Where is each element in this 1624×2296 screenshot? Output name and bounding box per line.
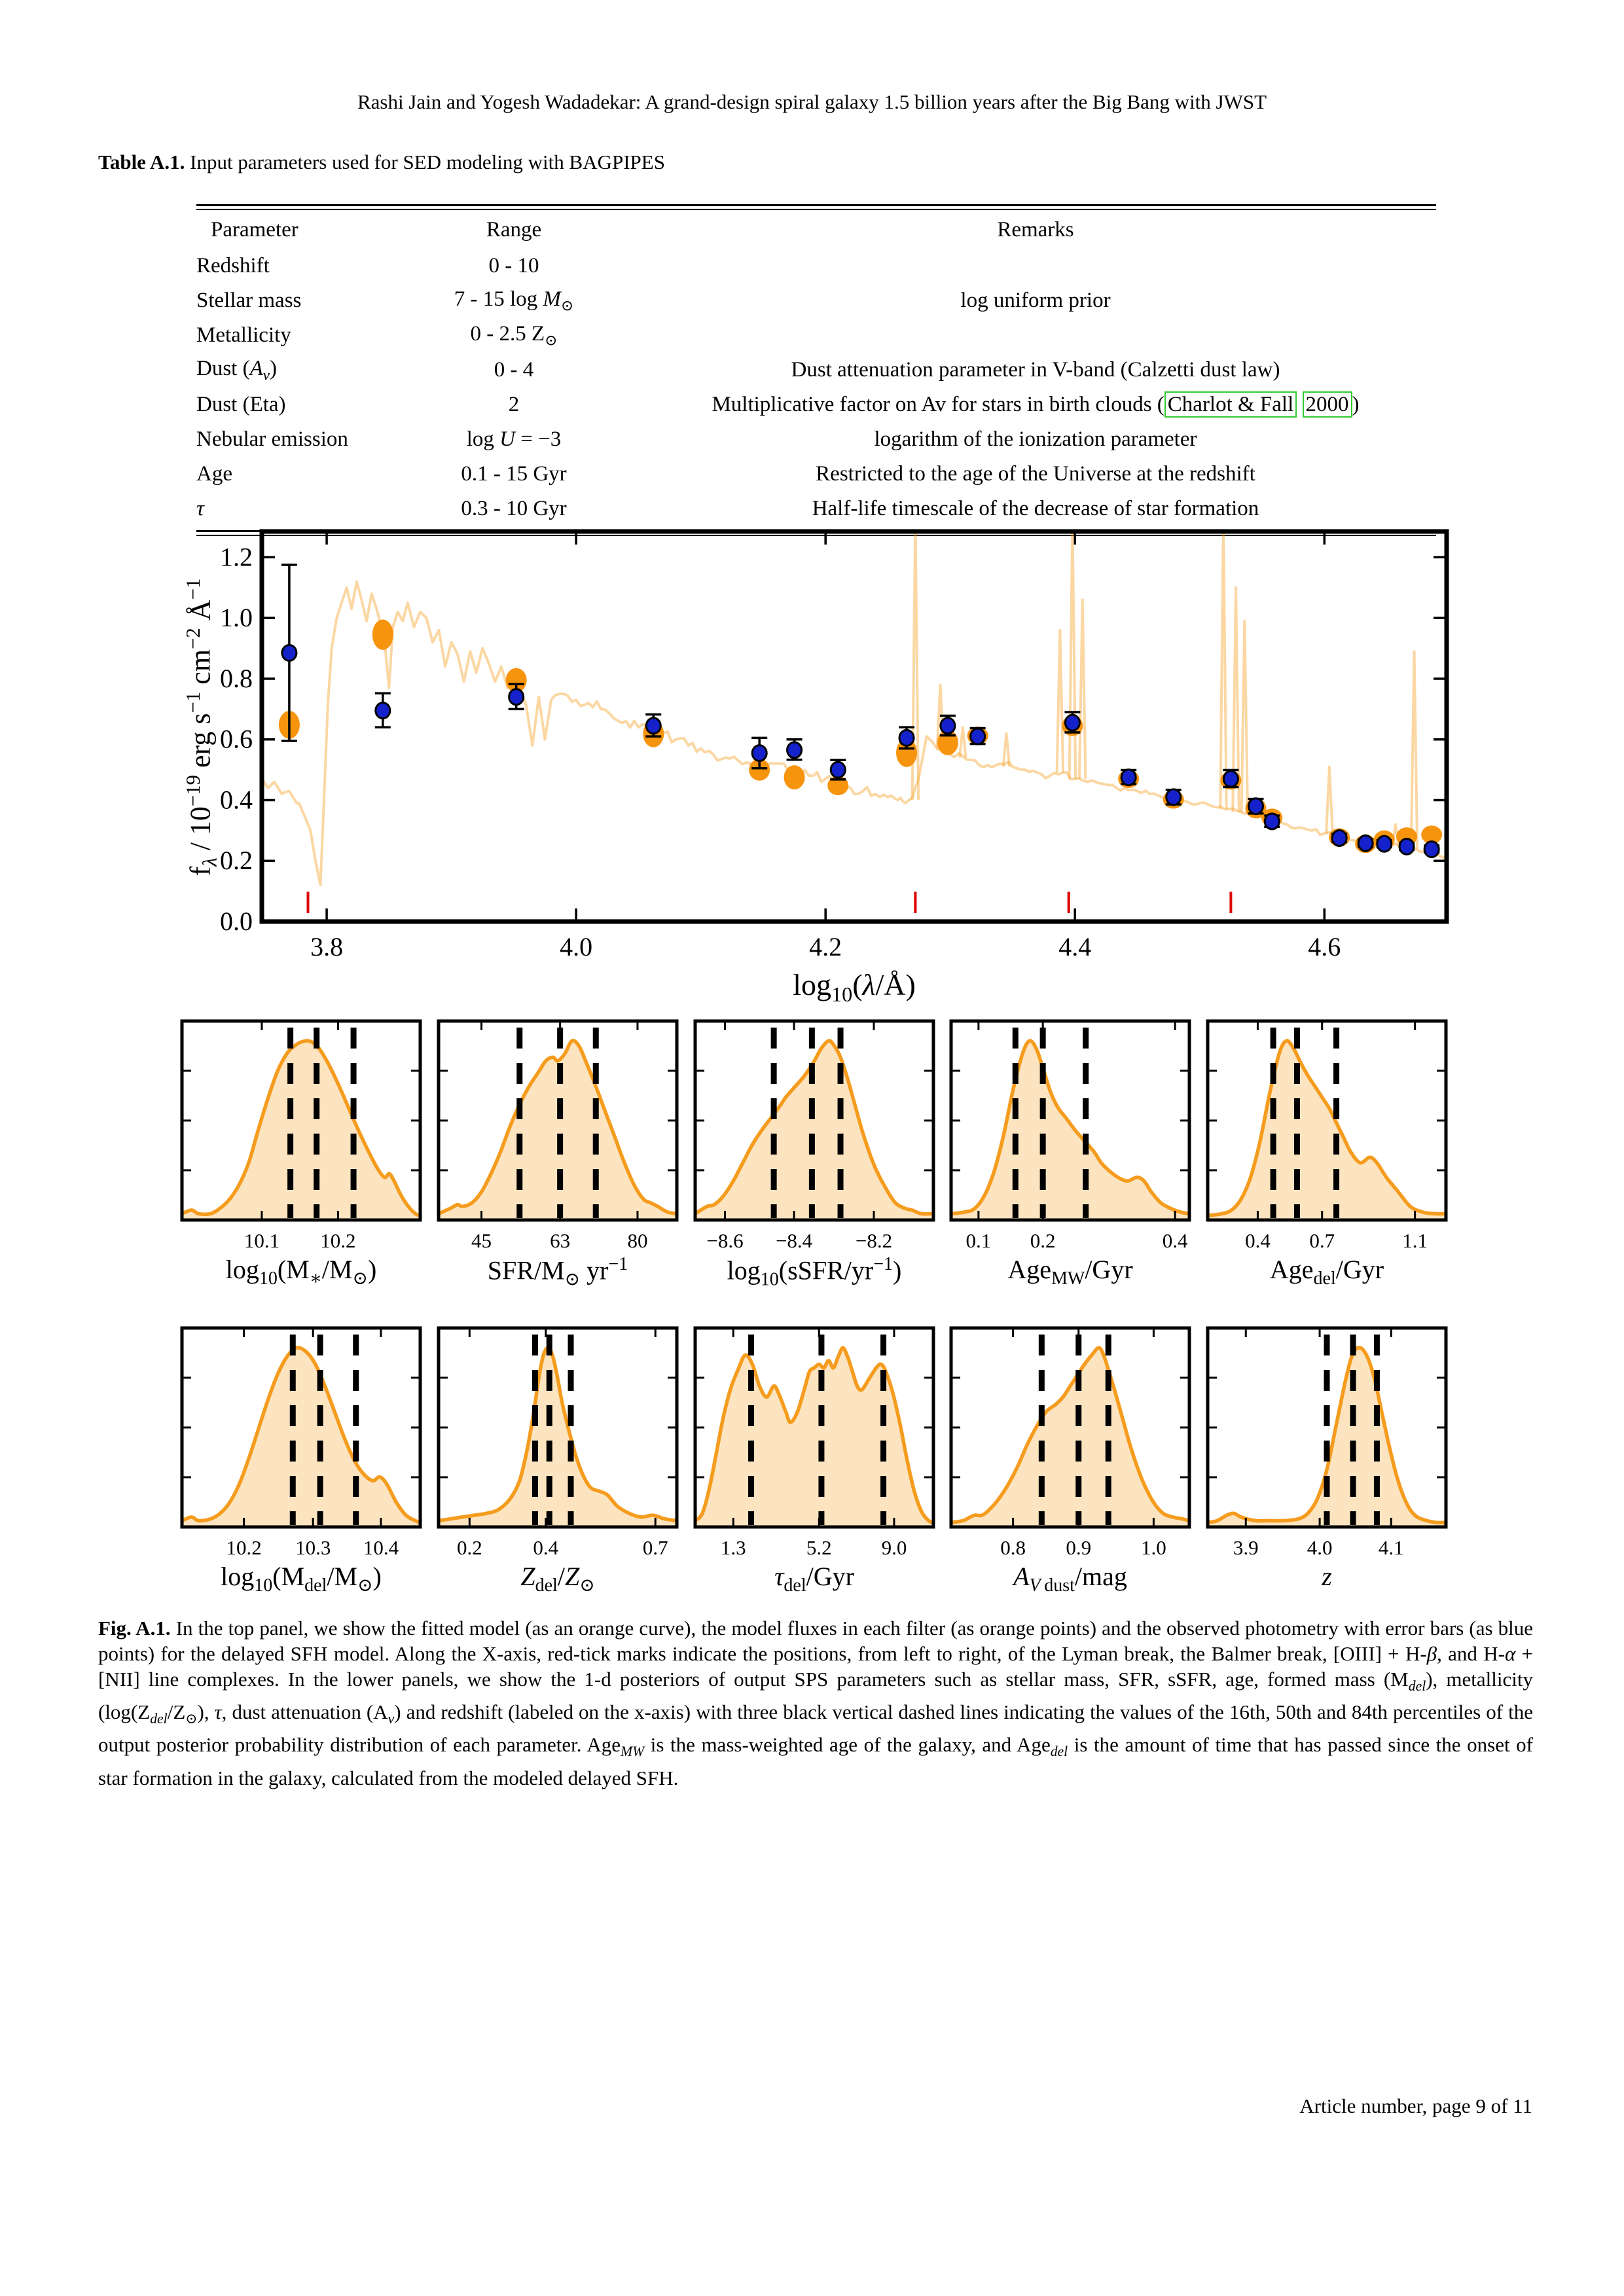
observed-photometry-point <box>1166 789 1181 805</box>
running-head: Rashi Jain and Yogesh Wadadekar: A grand-design spiral galaxy 1.5 billion years after the Big Bang with JWST <box>357 90 1267 113</box>
observed-photometry-point <box>1424 842 1439 857</box>
sed-y-tick-label: 0.6 <box>220 724 253 754</box>
panel-x-tick-label: 0.4 <box>533 1536 559 1559</box>
panel-x-tick-label: 1.3 <box>720 1536 746 1559</box>
sed-y-tick-label: 0.4 <box>220 785 253 815</box>
panel-x-tick-label: 63 <box>550 1229 571 1252</box>
cell-range: 0 - 2.5 $Z_⊙$ <box>470 321 558 349</box>
table-row <box>196 457 1436 492</box>
cell-range: 2 <box>508 393 520 416</box>
panel-x-tick-label: 4.1 <box>1378 1536 1404 1559</box>
posterior-panel <box>1208 1328 1446 1559</box>
observed-photometry-point <box>1121 770 1136 785</box>
sed-y-tick-label: 1.2 <box>220 542 253 572</box>
sed-y-tick-label: 0.0 <box>220 906 253 936</box>
panel-x-axis-label: Age$_{del}$/Gyr <box>1269 1255 1384 1289</box>
table-row <box>196 387 1436 422</box>
sed-x-tick-label: 4.2 <box>809 932 842 961</box>
emission-line-spike <box>1070 521 1076 779</box>
observed-photometry-point <box>1358 835 1373 851</box>
table-row <box>196 283 1436 318</box>
cell-remarks: log uniform prior <box>960 289 1111 312</box>
panel-x-axis-label: $\log_{10}(M_{del}/M_⊙)$ <box>221 1562 382 1596</box>
cell-remarks <box>635 318 1436 353</box>
panel-x-axis-label: $\log_{10}(sSFR/yr^{-1})$ <box>727 1254 902 1290</box>
posterior-panel <box>1208 1021 1446 1252</box>
citation-link-charlot-fall[interactable]: Charlot & Fall <box>1164 391 1297 418</box>
table-row <box>196 353 1436 387</box>
cell-remarks: Multiplicative factor on Av for stars in birth clouds ( Charlot & Fall 2000 ) <box>712 393 1360 416</box>
posterior-panel <box>695 1021 933 1252</box>
panel-x-axis-label: z <box>1322 1562 1332 1591</box>
column-header-remarks: Remarks <box>997 218 1074 242</box>
input-parameters-table <box>196 204 1436 536</box>
cell-parameter: Nebular emission <box>196 427 348 451</box>
sed-y-tick-label: 0.8 <box>220 663 253 693</box>
sed-x-tick-label: 4.6 <box>1308 932 1341 961</box>
panel-x-tick-label: 9.0 <box>881 1536 907 1559</box>
panel-x-tick-label: 45 <box>471 1229 492 1252</box>
panel-x-tick-label: 10.2 <box>226 1536 262 1559</box>
posterior-panel <box>951 1328 1189 1559</box>
emission-line-spike <box>1411 651 1418 848</box>
cell-parameter: Redshift <box>196 254 270 278</box>
observed-photometry-point <box>1065 715 1079 730</box>
panel-x-tick-label: 0.1 <box>965 1229 992 1252</box>
posterior-panel <box>695 1328 933 1559</box>
cell-remarks: Restricted to the age of the Universe at the redshift <box>816 462 1255 486</box>
cell-remarks: logarithm of the ionization parameter <box>874 427 1197 451</box>
cell-parameter: Dust (Eta) <box>196 393 286 416</box>
panel-x-tick-label: −8.2 <box>855 1229 893 1252</box>
emission-line-spike <box>1326 767 1333 834</box>
emission-line-spike <box>1057 630 1064 773</box>
table-row <box>196 318 1436 353</box>
posterior-panel <box>439 1328 677 1559</box>
posterior-panel <box>439 1021 677 1252</box>
sed-plot-area <box>262 521 1447 913</box>
panel-x-tick-label: −8.6 <box>706 1229 744 1252</box>
citation-link-2000[interactable]: 2000 <box>1303 391 1352 418</box>
sed-plot <box>0 511 1624 1008</box>
panel-x-tick-label: 3.9 <box>1233 1536 1259 1559</box>
table-header-row <box>196 214 1436 249</box>
observed-photometry-point <box>971 728 985 744</box>
cell-range: 0 - 4 <box>494 358 534 382</box>
cell-parameter: Stellar mass <box>196 289 302 312</box>
sed-y-tick-label: 0.2 <box>220 846 253 876</box>
cell-parameter: Dust $(A_v)$ <box>196 356 278 384</box>
panel-x-tick-label: 0.4 <box>1162 1229 1188 1252</box>
panel-x-tick-label: 5.2 <box>806 1536 832 1559</box>
panel-x-tick-label: −8.4 <box>775 1229 813 1252</box>
panel-x-tick-label: 0.9 <box>1066 1536 1092 1559</box>
page-number: Article number, page 9 of 11 <box>1299 2094 1532 2117</box>
panel-x-axis-label: $\tau_{del}$/Gyr <box>774 1562 854 1596</box>
panel-x-tick-label: 1.1 <box>1402 1229 1428 1252</box>
panel-x-tick-label: 10.3 <box>295 1536 331 1559</box>
cell-parameter: τ <box>196 497 204 520</box>
emission-line-spike <box>960 727 966 757</box>
observed-photometry-point <box>1399 838 1414 854</box>
panel-x-tick-label: 0.4 <box>1245 1229 1271 1252</box>
emission-line-spike <box>1079 600 1086 779</box>
panel-x-axis-label: $\log_{10}(M_∗/M_⊙)$ <box>225 1255 377 1289</box>
cell-range: 0.3 - 10 Gyr <box>461 497 567 520</box>
table-caption-text: Input parameters used for SED modeling with BAGPIPES <box>190 151 665 173</box>
observed-photometry-point <box>941 718 955 734</box>
model-flux-point <box>372 620 393 650</box>
sed-x-tick-label: 4.4 <box>1058 932 1092 961</box>
figure-caption <box>98 1615 1533 1791</box>
sed-y-tick-label: 1.0 <box>220 603 253 633</box>
sed-x-tick-label: 3.8 <box>310 932 344 961</box>
cell-range: log U = −3 <box>466 427 562 451</box>
table-caption <box>98 151 1538 174</box>
model-flux-point <box>784 765 805 789</box>
sed-axes-frame <box>262 531 1447 922</box>
figure-caption-text: In the top panel, we show the fitted model (as an orange curve), the model fluxes in each filter (as orange points) and the observed photometry with error bars (as blue points) for the delayed SFH model. Along the X-axis, red-tick marks indicate the positions, from left to right, of the Lyman break, the Balmer break, [OIII] + H-β, and H-α + [NII] line complexes. In the lower panels, we show the 1-d posteriors of output SPS parameters such as stellar mass, SFR, sSFR, age, formed mass $(M_{del})$, metallicity ($\log(Z_{del}/Z_⊙)$, τ, dust attenuation $(A_v)$ and redshift (labeled on the x-axis) with three black vertical dashed lines indicating the values of the 16th, 50th and 84th percentiles of the output posterior probability distribution of each parameter. Age$_{MW}$ is the mass-weighted age of the galaxy, and Age$_{del}$ is the amount of time that has passed since the onset of star formation in the galaxy, calculated from the modeled delayed SFH. <box>98 1617 1533 1789</box>
cell-parameter: Age <box>196 462 232 486</box>
panel-x-tick-label: 0.2 <box>456 1536 482 1559</box>
observed-photometry-point <box>831 762 845 778</box>
observed-photometry-point <box>646 718 660 734</box>
posterior-panels <box>0 1008 1624 1617</box>
panel-x-tick-label: 1.0 <box>1141 1536 1166 1559</box>
cell-remarks: Half-life timescale of the decrease of star formation <box>812 497 1259 520</box>
panel-x-tick-label: 0.8 <box>1000 1536 1026 1559</box>
panel-x-tick-label: 0.7 <box>642 1536 668 1559</box>
observed-photometry-point <box>1377 836 1392 852</box>
table-row <box>196 249 1436 283</box>
sed-x-axis-label: $\log_{10}(\lambda/Å)$ <box>793 968 916 1007</box>
posterior-panel <box>182 1021 420 1252</box>
panel-x-axis-label: Age$_{MW}$/Gyr <box>1007 1255 1133 1289</box>
posterior-panel <box>182 1328 420 1559</box>
emission-line-spike <box>1220 521 1227 810</box>
observed-photometry-point <box>1332 830 1346 846</box>
cell-remarks <box>635 249 1436 283</box>
panel-x-axis-label: SFR/$M_⊙$ $yr^{-1}$ <box>487 1254 628 1290</box>
observed-photometry-point <box>787 742 802 758</box>
panel-x-tick-label: 10.4 <box>363 1536 399 1559</box>
model-spectrum-curve <box>262 582 1447 886</box>
column-header-parameter: Parameter <box>211 218 298 242</box>
panel-x-tick-label: 4.0 <box>1307 1536 1333 1559</box>
cell-range: 0.1 - 15 Gyr <box>461 462 567 486</box>
panel-x-tick-label: 0.7 <box>1309 1229 1335 1252</box>
observed-photometry-point <box>1223 771 1238 787</box>
table-row <box>196 422 1436 457</box>
cell-parameter: Metallicity <box>196 323 291 347</box>
observed-photometry-point <box>282 645 297 661</box>
sed-x-tick-label: 4.0 <box>560 932 593 961</box>
cell-remarks: Dust attenuation parameter in V-band (Calzetti dust law) <box>791 358 1280 382</box>
posterior-panel <box>951 1021 1189 1252</box>
panel-x-tick-label: 80 <box>627 1229 648 1252</box>
panel-x-tick-label: 0.2 <box>1030 1229 1056 1252</box>
panel-x-axis-label: $A_{V dust}$/mag <box>1013 1562 1127 1596</box>
panel-x-tick-label: 10.1 <box>244 1229 280 1252</box>
emission-line-spike <box>1242 621 1248 812</box>
panel-x-tick-label: 10.2 <box>320 1229 356 1252</box>
cell-range: 7 - 15 $\log M_⊙$ <box>454 287 574 314</box>
figure-caption-label: Fig. A.1. <box>98 1617 171 1640</box>
column-header-range: Range <box>486 218 542 242</box>
cell-range: 0 - 10 <box>488 254 539 278</box>
observed-photometry-point <box>509 689 524 705</box>
table-caption-label: Table A.1. <box>98 151 185 173</box>
observed-photometry-point <box>899 730 914 745</box>
table-rule-top-2 <box>196 209 1436 211</box>
sed-y-axis-label: $f_\lambda / 10^{-19}$ erg $s^{-1}$ $cm^{-2}$ $Å^{-1}$ <box>182 578 221 876</box>
panel-x-axis-label: $Z_{del}/Z_⊙$ <box>520 1562 595 1596</box>
observed-photometry-point <box>1248 798 1263 814</box>
observed-photometry-point <box>1265 814 1279 829</box>
observed-photometry-point <box>376 703 390 719</box>
observed-photometry-point <box>752 745 767 761</box>
